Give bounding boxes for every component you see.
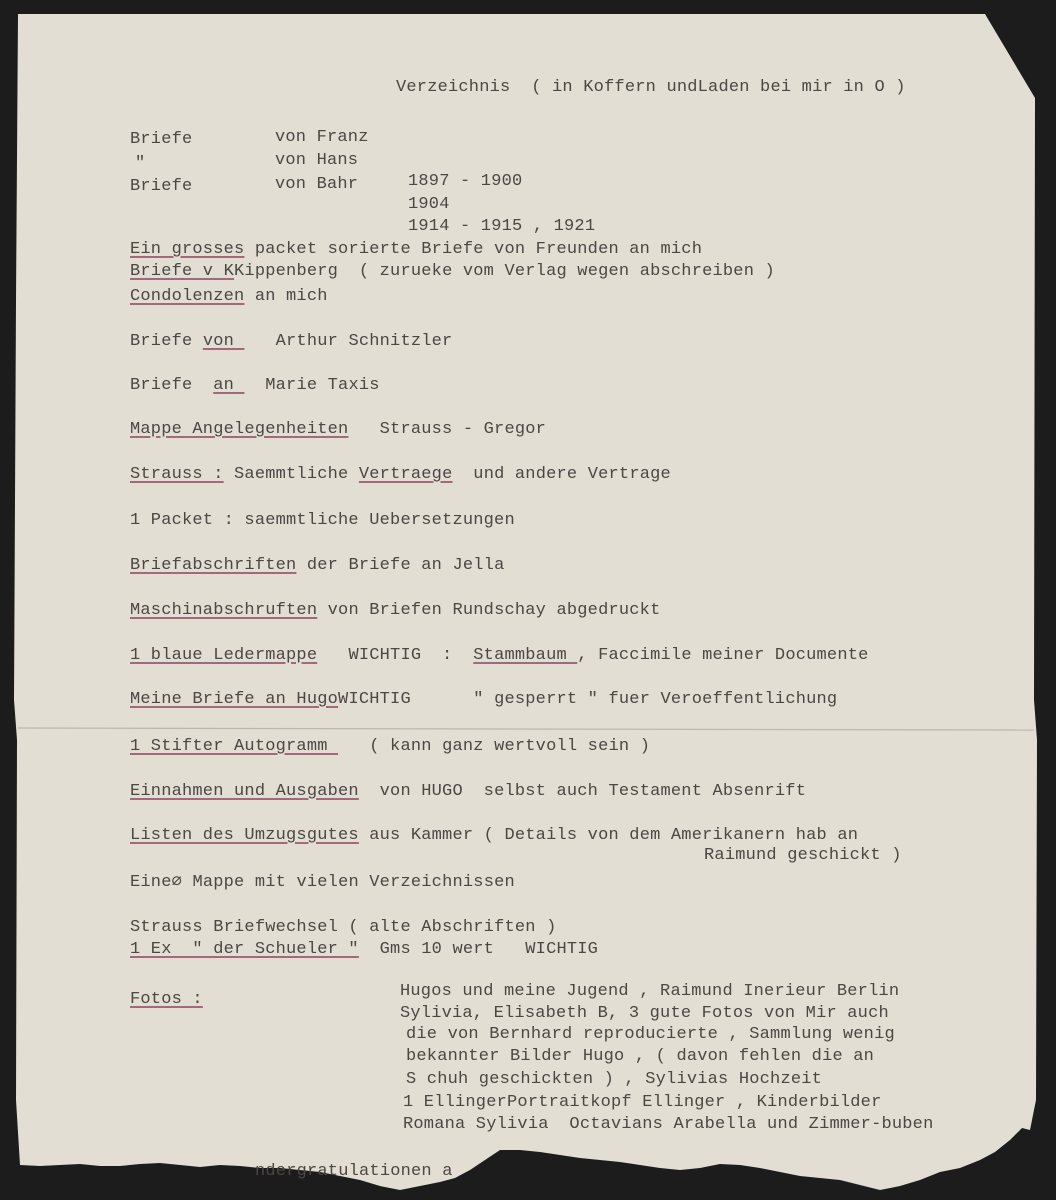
fotos-line: die von Bernhard reproducierte , Sammlung wenig [406, 1025, 895, 1044]
letters-kind-1: Briefe [130, 130, 193, 149]
entry-strauss-label: Strauss : [130, 465, 224, 484]
entry-umzugsgut-cont: Raimund geschickt ) [704, 846, 902, 865]
entry-ledermappe [130, 646, 869, 666]
letters-from-1: von Franz [275, 128, 369, 147]
entry-strauss-vertraege: Vertraege [358, 465, 453, 484]
entry-taxis-underlined: an [213, 376, 245, 395]
entry-einnahmen-rest: von HUGO selbst auch Testament Absenrift [358, 782, 807, 801]
entry-umzugsgut [130, 826, 858, 846]
entry-schueler-rest: Gms 10 wert WICHTIG [358, 940, 599, 959]
entry-umzugsgut-rest: aus Kammer ( Details von dem Amerikanern hab an [358, 826, 859, 845]
entry-rundschau [130, 601, 661, 621]
entry-strauss-b: Saemmtliche [223, 465, 359, 484]
entry-kippenberg-underlined: Briefe v K [130, 262, 235, 281]
entry-einnahmen-underlined: Einnahmen und Ausgaben [130, 782, 359, 801]
fotos-line: bekannter Bilder Hugo , ( davon fehlen die an [406, 1047, 875, 1066]
entry-condolences-rest: an mich [244, 287, 328, 306]
entry-taxis [130, 376, 380, 396]
entry-translations: 1 Packet : saemmtliche Uebersetzungen [130, 511, 515, 530]
entry-jella-underlined: Briefabschriften [130, 556, 297, 575]
entry-ledermappe-underlined: 1 blaue Ledermappe [130, 646, 318, 665]
entry-einnahmen [130, 782, 806, 802]
letters-kind-3: Briefe [130, 177, 193, 196]
entry-ledermappe-b: WICHTIG : [317, 646, 474, 665]
entry-strauss-gregor-underlined: Mappe Angelegenheiten [130, 420, 349, 439]
letters-from-3: von Bahr [275, 175, 359, 194]
fotos-label [130, 990, 203, 1010]
entry-umzugsgut-underlined: Listen des Umzugsgutes [130, 826, 359, 845]
entry-strauss-briefwechsel: Strauss Briefwechsel ( alte Abschriften ) [130, 918, 557, 937]
letters-kind-2: " [135, 154, 146, 173]
entry-strauss-gregor-rest: Strauss - Gregor [348, 420, 547, 439]
entry-jella [130, 556, 504, 576]
fotos-label-text: Fotos : [130, 990, 203, 1009]
letters-from-2: von Hans [275, 151, 359, 170]
entry-briefe-hugo [130, 690, 837, 710]
entry-taxis-rest: Marie Taxis [244, 376, 380, 395]
letters-years-3: 1897 - 1900 [408, 172, 523, 191]
entry-briefe-hugo-rest: WICHTIG " gesperrt " fuer Veroeffentlichung [338, 690, 838, 709]
entry-schnitzler-a: Briefe [130, 332, 203, 351]
entry-kippenberg-rest: Kippenberg ( zurueke vom Verlag wegen abschreiben ) [234, 262, 775, 281]
entry-schnitzler-underlined: von [202, 332, 245, 351]
entry-taxis-a: Briefe [130, 376, 214, 395]
entry-schnitzler [130, 332, 452, 352]
entry-jella-rest: der Briefe an Jella [296, 556, 505, 575]
fotos-line: Hugos und meine Jugend , Raimund Inerieur Berlin [400, 982, 900, 1001]
entry-schueler-underlined: 1 Ex " der Schueler " [130, 940, 359, 959]
entry-stifter-underlined: 1 Stifter Autogramm [130, 737, 339, 756]
fotos-line: 1 EllingerPortraitkopf Ellinger , Kinderbilder [403, 1093, 882, 1112]
document-heading: Verzeichnis ( in Koffern undLaden bei mir in O ) [396, 78, 906, 97]
entry-ledermappe-rest: , Faccimile meiner Documente [577, 646, 869, 665]
entry-stammbaum: Stammbaum [473, 646, 578, 665]
entry-briefe-hugo-underlined: Meine Briefe an Hugo [130, 690, 339, 709]
entry-rundschau-underlined: Maschinabschruften [130, 601, 318, 620]
entry-packet-friends-underlined: Ein grosses [130, 240, 245, 259]
entry-packet-friends [130, 240, 702, 260]
entry-kippenberg [130, 262, 775, 282]
entry-verzeichnisse: Eine∅ Mappe mit vielen Verzeichnissen [130, 873, 515, 892]
entry-stifter [130, 737, 650, 757]
bottom-fragment: ndergratulationen a [255, 1162, 453, 1181]
bahr-years-2: 1904 [408, 195, 450, 214]
entry-strauss-contracts [130, 465, 671, 485]
fotos-line: Romana Sylivia Octavians Arabella und Zimmer-buben [403, 1115, 934, 1134]
bahr-years-3: 1914 - 1915 , 1921 [408, 217, 596, 236]
entry-stifter-rest: ( kann ganz wertvoll sein ) [338, 737, 651, 756]
entry-condolences-underlined: Condolenzen [130, 287, 245, 306]
entry-condolences [130, 287, 328, 307]
entry-schnitzler-rest: Arthur Schnitzler [244, 332, 453, 351]
entry-strauss-rest: und andere Vertrage [452, 465, 671, 484]
entry-strauss-gregor [130, 420, 546, 440]
entry-packet-friends-rest: packet sorierte Briefe von Freunden an mich [244, 240, 703, 259]
fotos-line: Sylivia, Elisabeth B, 3 gute Fotos von Mir auch [400, 1004, 889, 1023]
entry-rundschau-rest: von Briefen Rundschay abgedruckt [317, 601, 661, 620]
entry-schueler [130, 940, 598, 960]
fotos-line: S chuh geschickten ) , Sylivias Hochzeit [406, 1070, 823, 1089]
